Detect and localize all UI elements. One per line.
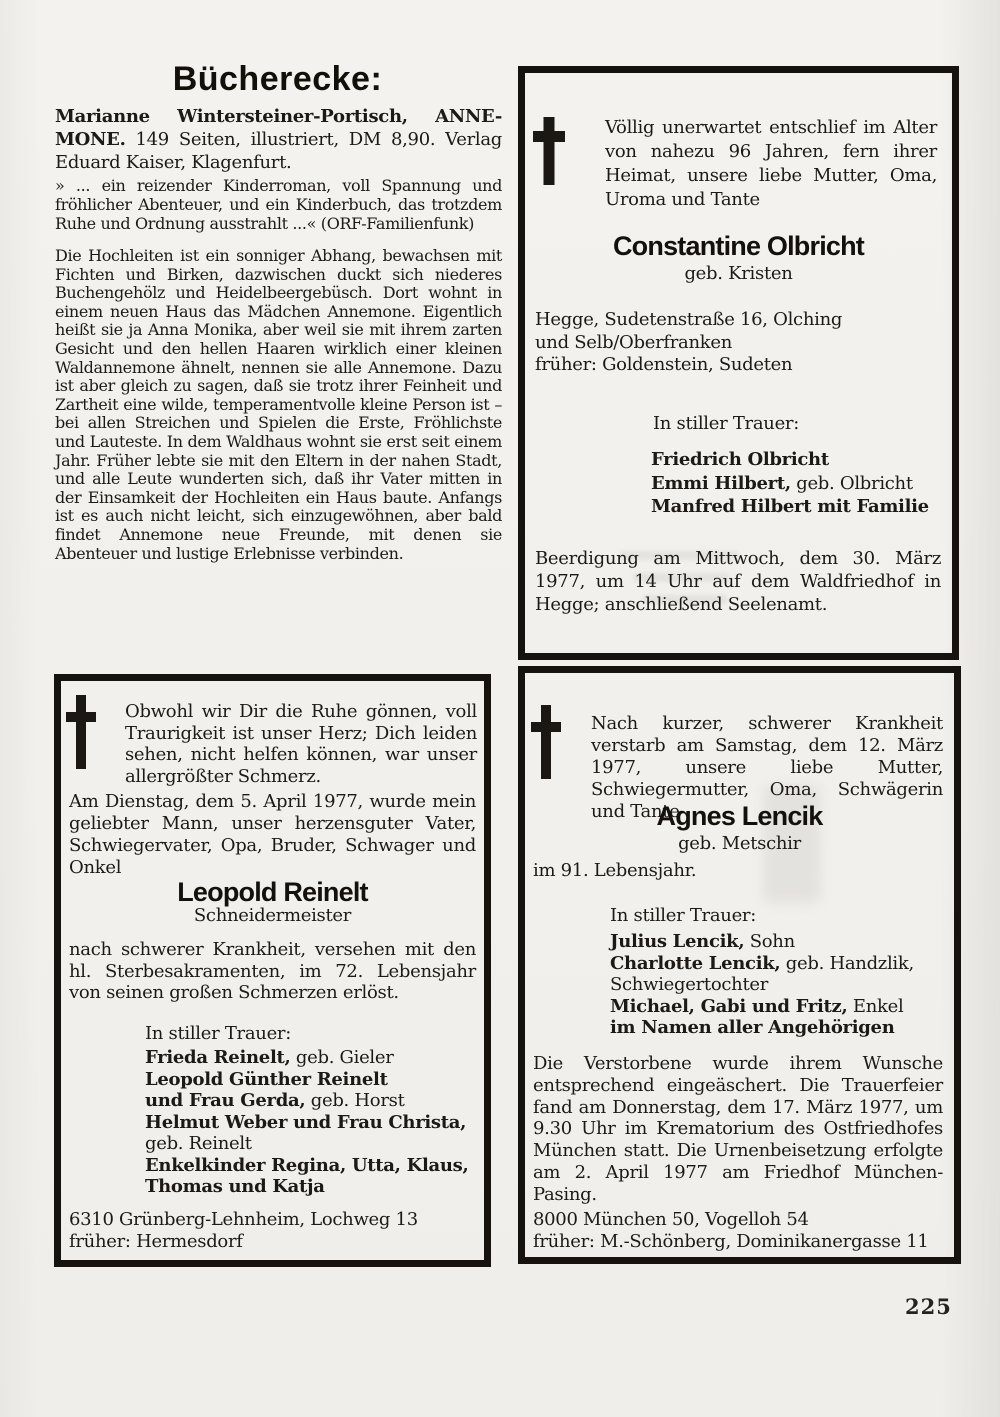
cross-icon — [533, 117, 565, 185]
mourners-list — [610, 931, 914, 1039]
mourning-label: In stiller Trauer: — [610, 905, 757, 926]
mourner-line: Thomas und Katja — [145, 1176, 325, 1197]
mourners-list — [651, 448, 929, 519]
address-line: und Selb/Oberfranken — [535, 331, 733, 353]
cross-icon — [531, 705, 561, 779]
age-line: im 91. Lebensjahr. — [533, 860, 697, 881]
address-line: 6310 Grünberg-Lehnheim, Lochweg 13 — [69, 1209, 418, 1230]
mourner-line: Julius Lencik, Sohn — [610, 931, 795, 952]
mourners-list — [145, 1047, 468, 1198]
address-line: früher: Goldenstein, Sudeten — [535, 354, 793, 375]
mourner-line: im Namen aller Angehörigen — [610, 1017, 895, 1038]
mourner-line: Enkelkinder Regina, Utta, Klaus, — [145, 1154, 469, 1176]
address-block — [69, 1209, 418, 1252]
book-details: 149 Seiten, illustriert, DM 8,90. Verlag Eduard Kaiser, Klagenfurt. — [55, 129, 502, 173]
mourner-line: Frieda Reinelt, geb. Gieler — [145, 1047, 394, 1068]
funeral-info: Beerdigung am Mittwoch, dem 30. März 1977, um 14 Uhr auf dem Waldfriedhof in Hegge; anschließend Seelenamt. — [535, 548, 941, 615]
mourner-line: und Frau Gerda, geb. Horst — [145, 1090, 405, 1111]
address-block — [535, 309, 842, 377]
review-quote: » ... ein reizender Kinderroman, voll Spannung und fröhlicher Abenteuer, und ein Kinderbuch, das trotzdem Ruhe und Ordnung ausstrahlt ...« (ORF-Familienfunk) — [55, 176, 502, 233]
maiden-name: geb. Kristen — [684, 263, 793, 284]
mourner-line: Charlotte Lencik, geb. Handzlik, — [610, 952, 914, 974]
deceased-name: Leopold Reinelt — [177, 877, 368, 907]
address-line: 8000 München 50, Vogelloh 54 — [533, 1209, 809, 1230]
maiden-name: geb. Metschir — [678, 833, 801, 854]
address-block — [533, 1209, 929, 1253]
obituary-intro: Obwohl wir Dir die Ruhe gönnen, voll Traurigkeit ist unser Herz; Dich leiden sehen, nicht helfen können, war unser allergrößter Schmerz. — [125, 701, 477, 787]
cremation-paragraph: Die Verstorbene wurde ihrem Wunsche entsprechend eingeäschert. Die Trauerfeier fand am Donnerstag, dem 17. März 1977, um 9.30 Uhr im Krematorium des Ostfriedhofes München statt. Die Urnenbeisetzung erfolgte am 2. April 1977 am Friedhof München-Pasing. — [533, 1053, 943, 1205]
deceased-name: Constantine Olbricht — [612, 231, 864, 261]
mourning-label: In stiller Trauer: — [653, 413, 800, 434]
obituary-intro: Völlig unerwartet entschlief im Alter von nahezu 96 Jahren, fern ihrer Heimat, unsere liebe Mutter, Oma, Uroma und Tante — [605, 117, 937, 210]
obituary-olbricht — [518, 66, 959, 660]
deceased-name: Agnes Lencik — [656, 801, 823, 831]
mourner-line: Manfred Hilbert mit Familie — [651, 496, 929, 517]
mourner-line: Helmut Weber und Frau Christa, — [145, 1111, 467, 1133]
profession: Schneidermeister — [193, 905, 352, 926]
book-author-title: Marianne Wintersteiner-Portisch, ANNE-MONE. — [55, 106, 502, 150]
mourner-line: Schwiegertochter — [610, 974, 769, 995]
mourner-line: Emmi Hilbert, geb. Olbricht — [651, 472, 913, 494]
mourner-line: geb. Reinelt — [145, 1133, 252, 1154]
mourner-line: Michael, Gabi und Fritz, Enkel — [610, 995, 904, 1017]
section-title: Bücherecke: — [172, 60, 383, 98]
address-line: Hegge, Sudetenstraße 16, Olching — [535, 309, 843, 330]
death-paragraph: Am Dienstag, dem 5. April 1977, wurde mein geliebter Mann, unser herzensguter Vater, Schwiegervater, Opa, Bruder, Schwager und Onkel — [69, 791, 476, 878]
mourner-line: Friedrich Olbricht — [651, 449, 829, 470]
page-number: 225 — [905, 1294, 952, 1319]
illness-paragraph: nach schwerer Krankheit, versehen mit den hl. Sterbesakramenten, im 72. Lebensjahr von seinen großen Schmerzen erlöst. — [69, 939, 476, 1003]
obituary-lencik — [518, 666, 961, 1264]
cross-icon — [66, 695, 96, 769]
mourning-label: In stiller Trauer: — [145, 1023, 292, 1044]
obituary-reinelt — [54, 674, 491, 1267]
review-text: Die Hochleiten ist ein sonniger Abhang, bewachsen mit Fichten und Birken, dazwischen duckt sich niederes Buchengehölz und Heidelbeergebüsch. Dort wohnt in einem neuen Haus das Mädchen Annemone. Eigentlich heißt sie ja Anna Monika, aber weil sie mit ihrem zarten Gesicht und den hellen Haaren wirklich einer kleinen Waldannemone ähnelt, nennen sie alle Annemone. Dazu ist aber gleich zu sagen, daß sie trotz ihrer Feinheit und Zartheit eine wilde, temperamentvolle kleine Person ist – bei allen Streichen und Spielen die Erste, Fröhlichste und Lauteste. In dem Waldhaus wohnt sie erst seit einem Jahr. Früher lebte sie mit den Eltern in der nahen Stadt, und alle Leute wunderten sich, daß ihr Vater mitten in der Einsamkeit der Hochleiten ein Haus baute. Anfangs ist es auch nicht leicht, sich einzugewöhnen, aber bald findet Annemone neue Freunde, mit denen sie Abenteuer und lustige Erlebnisse verbinden. — [55, 246, 502, 563]
book-reference — [55, 105, 502, 174]
obituary-intro: Nach kurzer, schwerer Krankheit verstarb am Samstag, dem 12. März 1977, unsere liebe Mutter, Schwiegermutter, Oma, Schwägerin und Tante — [591, 713, 943, 822]
address-line: früher: M.-Schönberg, Dominikanergasse 11 — [533, 1231, 929, 1252]
mourner-line: Leopold Günther Reinelt — [145, 1068, 388, 1090]
address-line: früher: Hermesdorf — [69, 1230, 243, 1252]
